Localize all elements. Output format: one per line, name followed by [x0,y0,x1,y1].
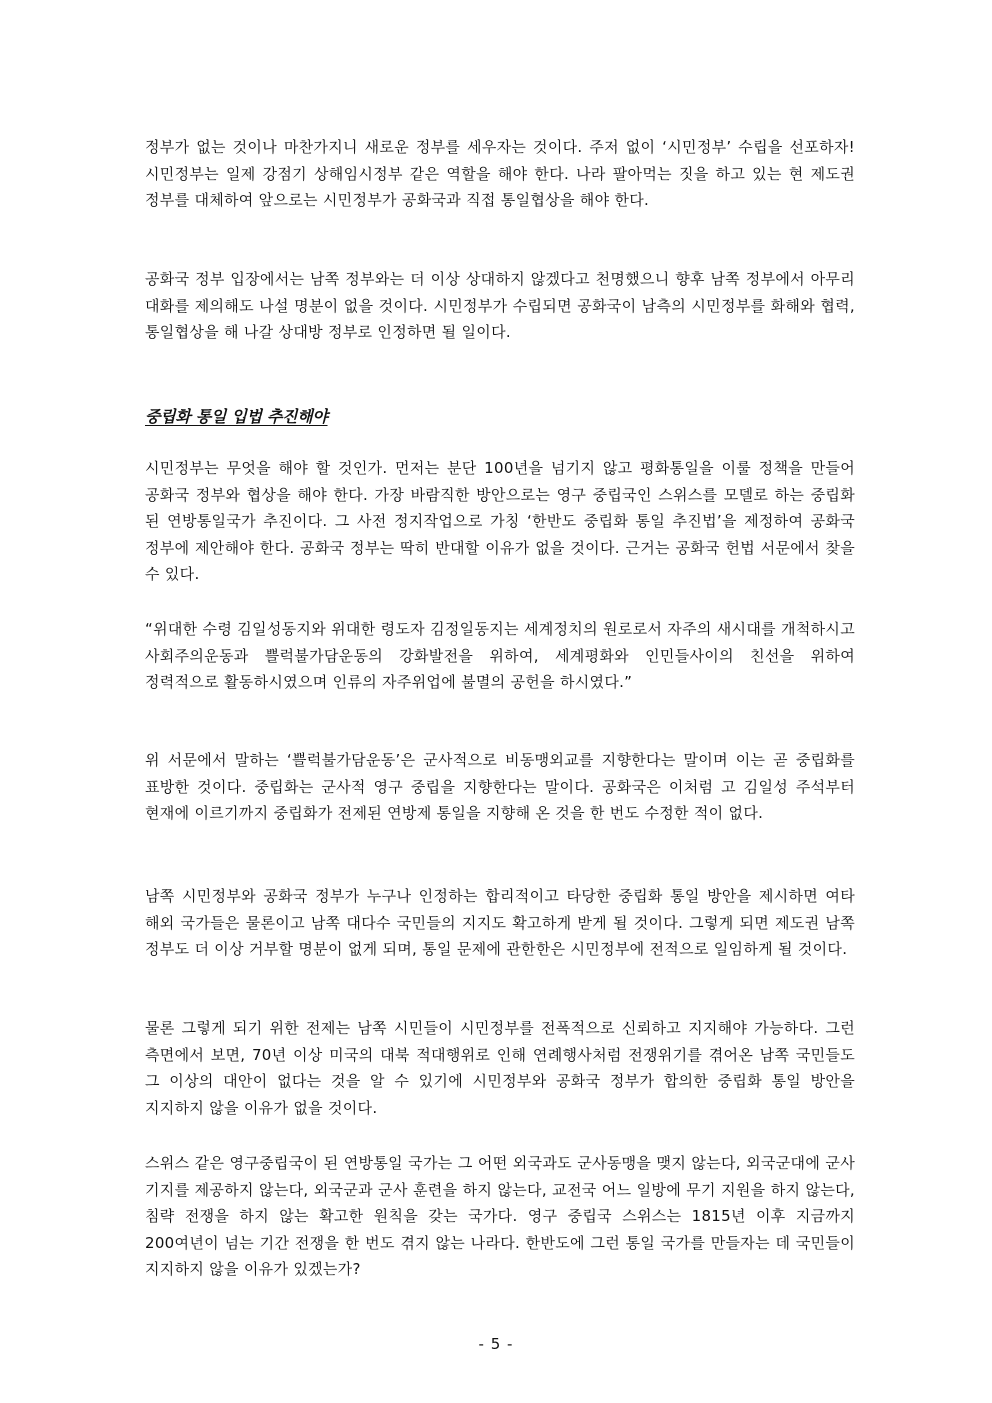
paragraph-republic-stance: 공화국 정부 입장에서는 남쪽 정부와는 더 이상 상대하지 않겠다고 천명했으니 향후 남쪽 정부에서 아무리 대화를 제의해도 나설 명분이 없을 것이다. 시민정부가 수립되면 공화국이 남측의 시민정부를 화해와 협력, 통일협상을 해 나갈 상대방 정부로 인정하면 될 일이다. [145,270,855,341]
paragraph-support: 남쪽 시민정부와 공화국 정부가 누구나 인정하는 합리적이고 타당한 중립화 통일 방안을 제시하면 여타 해외 국가들은 물론이고 남쪽 대다수 국민들의 지지도 확고하게 받게 될 것이다. 그렇게 되면 제도권 남쪽 정부도 더 이상 거부할 명분이 없게 되며, 통일 문제에 관한한은 시민정부에 전적으로 일임하게 될 것이다. [145,887,855,958]
paragraph-precondition: 물론 그렇게 되기 위한 전제는 남쪽 시민들이 시민정부를 전폭적으로 신뢰하고 지지해야 가능하다. 그런 측면에서 보면, 70년 이상 미국의 대북 적대행위로 인해 연례행사처럼 전쟁위기를 겪어온 남쪽 국민들도 그 이상의 대안이 없다는 것을 알 수 있기에 시민정부와 공화국 정부가 합의한 중립화 통일 방안을 지지하지 않을 이유가 없을 것이다. [145,1019,855,1117]
paragraph-constitution-quote: “위대한 수령 김일성동지와 위대한 령도자 김정일동지는 세계정치의 원로로서 자주의 새시대를 개척하시고 사회주의운동과 쁠럭불가담운동의 강화발전을 위하여, 세계평화와 인민들사이의 친선을 위하여 정력적으로 활동하시였으며 인류의 자주위업에 불멸의 공헌을 하시였다.” [145,620,855,691]
paragraph-non-aligned: 위 서문에서 말하는 ‘쁠럭불가담운동’은 군사적으로 비동맹외교를 지향한다는 말이며 이는 곧 중립화를 표방한 것이다. 중립화는 군사적 영구 중립을 지향한다는 말이다. 공화국은 이처럼 고 김일성 주석부터 현재에 이르기까지 중립화가 전제된 연방제 통일을 지향해 온 것을 한 번도 수정한 적이 없다. [145,751,855,822]
section-heading: 중립화 통일 입법 추진해야 [145,407,328,426]
paragraph-neutralization-plan: 시민정부는 무엇을 해야 할 것인가. 먼저는 분단 100년을 넘기지 않고 평화통일을 이룰 정책을 만들어 공화국 정부와 협상을 해야 한다. 가장 바람직한 방안으로는 영구 중립국인 스위스를 모델로 하는 중립화 된 연방통일국가 추진이다. 그 사전 정지작업으로 가칭 ‘한반도 중립화 통일 추진법’을 제정하여 공화국 정부에 제안해야 한다. 공화국 정부는 딱히 반대할 이유가 없을 것이다. 근거는 공화국 헌법 서문에서 찾을 수 있다. [145,459,855,583]
paragraph-switzerland: 스위스 같은 영구중립국이 된 연방통일 국가는 그 어떤 외국과도 군사동맹을 맺지 않는다, 외국군대에 군사 기지를 제공하지 않는다, 외국군과 군사 훈련을 하지 않는다, 교전국 어느 일방에 무기 지원을 하지 않는다, 침략 전쟁을 하지 않는 확고한 원칙을 갖는 국가다. 영구 중립국 스위스는 1815년 이후 지금까지 200여년이 넘는 기간 전쟁을 한 번도 겪지 않는 나라다. 한반도에 그런 통일 국가를 만들자는 데 국민들이 지지하지 않을 이유가 있겠는가? [145,1154,855,1278]
paragraph-citizen-government: 정부가 없는 것이나 마찬가지니 새로운 정부를 세우자는 것이다. 주저 없이 ‘시민정부’ 수립을 선포하자! 시민정부는 일제 강점기 상해임시정부 같은 역할을 해야 한다. 나라 팔아먹는 짓을 하고 있는 현 제도권 정부를 대체하여 앞으로는 시민정부가 공화국과 직접 통일협상을 해야 한다. [145,138,855,209]
page-number: - 5 - [478,1335,514,1353]
